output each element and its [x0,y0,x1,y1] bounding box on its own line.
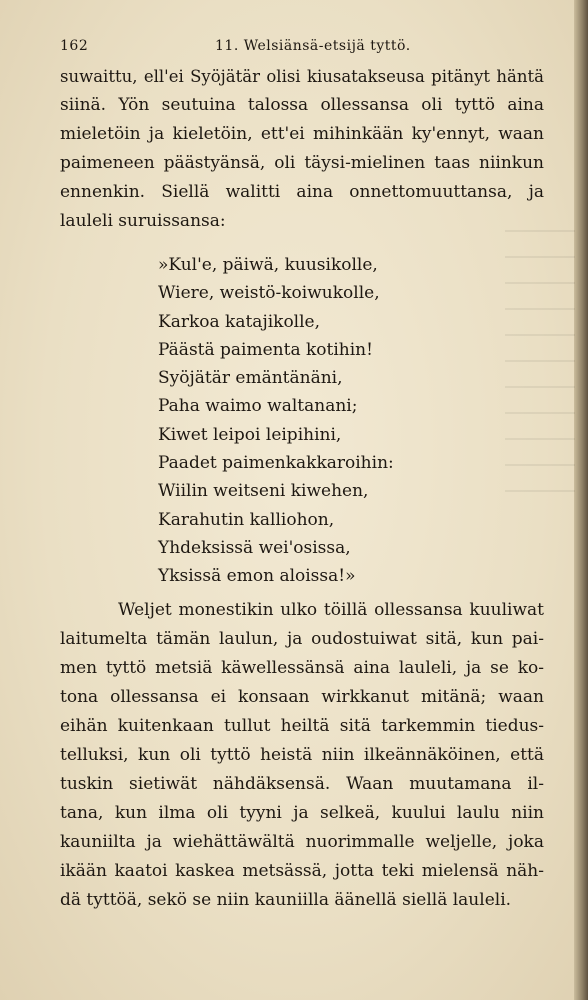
verse-line: Kiwet leipoi leipihini, [158,424,342,445]
text-line: suwaittu, ell'ei Syöjätär olisi kiusatakseusa pitänyt häntä [60,67,544,86]
verse-line: Wiere, weistö-koiwukolle, [158,283,380,304]
page-header [60,38,545,60]
paragraph-2 [60,596,544,915]
text-line: ikään kaatoi kaskea metsässä, jotta teki mielensä näh- [60,861,544,881]
verse-line: Yksissä emon aloissa!» [158,566,356,587]
verse-line: Päästä paimenta kotihin! [158,339,373,360]
text-line: siinä. Yön seutuina talossa ollessansa oli tyttö aina [60,95,544,115]
verse-line: Karkoa katajikolle, [158,311,321,332]
page-number: 162 [60,38,89,54]
text-line: dä tyttöä, sekö se niin kauniilla äänellä siellä lauleli. [60,890,512,910]
verse-line: »Kul'e, päiwä, kuusikolle, [158,255,378,275]
text-line: lauleli suruissansa: [60,211,226,231]
text-line: Weljet monestikin ulko töillä ollessansa kuuliwat [118,600,544,620]
text-line: ennenkin. Siellä walitti aina onnettomuuttansa, ja [60,182,544,202]
text-line: kauniilta ja wiehättäwältä nuorimmalle weljelle, joka [60,832,544,852]
running-title: 11. Welsiänsä-etsijä tyttö. [215,38,411,54]
text-line: tuskin sietiwät nähdäksensä. Waan muutamana il- [60,774,544,794]
text-line: tana, kun ilma oli tyyni ja selkeä, kuului laulu niin [60,803,544,823]
verse-line: Yhdeksissä wei'osissa, [158,537,351,558]
verse-line: Paha waimo waltanani; [158,396,358,417]
text-line: telluksi, kun oli tyttö heistä niin ilkeännäköinen, että [60,745,544,765]
verse-line: Paadet paimenkakkaroihin: [158,453,394,474]
page-edge-shadow [574,0,588,1000]
text-line: laitumelta tämän laulun, ja oudostuiwat sitä, kun pai- [60,629,544,649]
verse-line: Syöjätär emäntänäni, [158,368,343,389]
text-line: eihän kuitenkaan tullut heiltä sitä tarkemmin tiedus- [60,716,544,736]
verse-line: Wiilin weitseni kiwehen, [158,481,369,502]
poem-verse [158,251,488,591]
paragraph-1 [60,62,544,236]
verse-line: Karahutin kalliohon, [158,509,335,530]
text-line: tona ollessansa ei konsaan wirkkanut mitänä; waan [60,687,544,707]
show-through-text [505,230,575,510]
text-line: men tyttö metsiä käwellessänsä aina lauleli, ja se ko- [60,658,544,678]
text-line: paimeneen päästyänsä, oli täysi-mielinen taas niinkun [60,153,544,173]
text-line: mieletöin ja kieletöin, ett'ei mihinkään ky'ennyt, waan [60,124,544,144]
